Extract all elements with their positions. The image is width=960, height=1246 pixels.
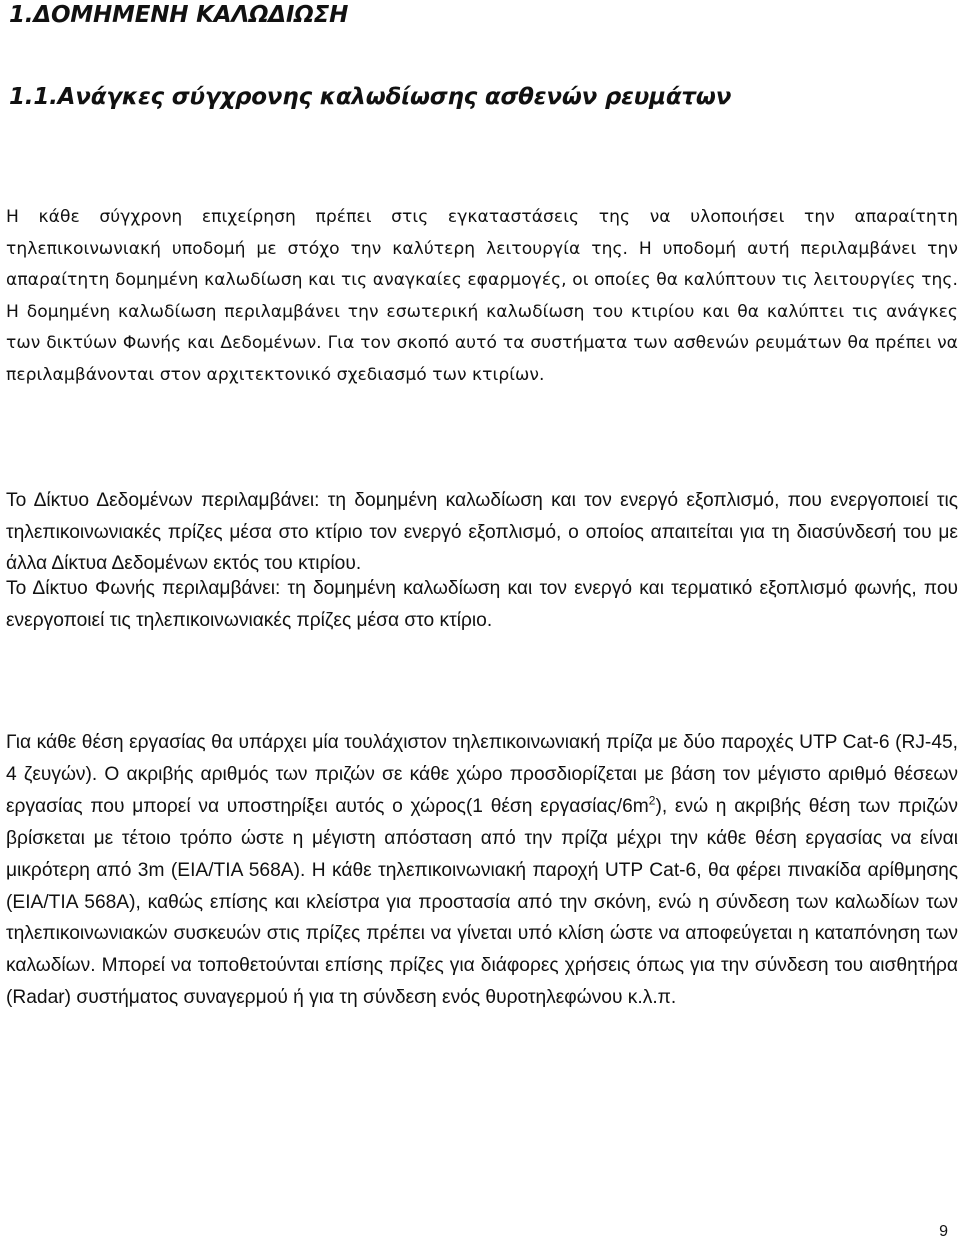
paragraph-workstation-outlets — [6, 727, 958, 1014]
page-number: 9 — [939, 1223, 948, 1240]
superscript-exponent: 2 — [648, 793, 656, 808]
paragraph-text-part-1: Για κάθε θέση εργασίας θα υπάρχει μία τουλάχιστον τηλεπικοινωνιακή πρίζα με δύο παροχές UTP Cat-6 (RJ-45, 4 ζευγών). Ο ακριβής αριθμός των πριζών σε κάθε χώρο προσδιορίζεται με βάση τον μέγιστο αριθμό θέσεων εργασίας που μπορεί να υποστηρίξει αυτός ο χώρος(1 θέση εργασίας/6m — [6, 732, 958, 817]
subsection-heading: 1.1.Ανάγκες σύγχρονης καλωδίωσης ασθενών ρευμάτων — [9, 84, 732, 110]
paragraph-voice-network: Το Δίκτυο Φωνής περιλαμβάνει: τη δομημένη καλωδίωση και τον ενεργό και τερματικό εξοπλισμό φωνής, που ενεργοποιεί τις τηλεπικοινωνιακές πρίζες μέσα στο κτίριο. — [6, 578, 958, 631]
section-heading: 1.ΔΟΜΗΜΕΝΗ ΚΑΛΩΔΙΩΣΗ — [9, 2, 349, 28]
paragraph-text-part-2: ), ενώ η ακριβής θέση των πριζών βρίσκεται με τέτοιο τρόπο ώστε η μέγιστη απόσταση από την πρίζα μέχρι την κάθε θέση εργασίας να είναι μικρότερη από 3m (EIA/TIA 568A). Η κάθε τηλεπικοινωνιακή παροχή UTP Cat-6, θα φέρει πινακίδα αρίθμησης (EIA/TIA 568A), καθώς επίσης και κλείστρα για προστασία από την σκόνη, ενώ η σύνδεση των καλωδίων των τηλεπικοινωνιακών συσκευών στις πρίζες πρέπει να γίνεται υπό κλίση ώστε να αποφεύγεται η καταπόνηση των καλωδίων. Μπορεί να τοποθετούνται επίσης πρίζες για διάφορες χρήσεις όπως για την σύνδεση του αισθητήρα (Radar) συστήματος συναγερμού ή για τη σύνδεση ενός θυροτηλεφώνου κ.λ.π. — [6, 795, 958, 1009]
paragraph-intro: Η κάθε σύγχρονη επιχείρηση πρέπει στις εγκαταστάσεις της να υλοποιήσει την απαραίτητη τηλεπικοινωνιακή υποδομή με στόχο την καλύτερη λειτουργία της. Η υποδομή αυτή περιλαμβάνει την απαραίτητη δομημένη καλωδίωση και τις αναγκαίες εφαρμογές, οι οποίες θα καλύπτουν τις λειτουργίες της. Η δομημένη καλωδίωση περιλαμβάνει την εσωτερική καλωδίωση του κτιρίου και θα καλύπτει τις ανάγκες των δικτύων Φωνής και Δεδομένων. Για τον σκοπό αυτό τα συστήματα των ασθενών ρευμάτων θα πρέπει να περιλαμβάνονται στον αρχιτεκτονικό σχεδιασμό των κτιρίων. — [6, 207, 958, 385]
paragraph-data-network: Το Δίκτυο Δεδομένων περιλαμβάνει: τη δομημένη καλωδίωση και τον ενεργό εξοπλισμό, που ενεργοποιεί τις τηλεπικοινωνιακές πρίζες μέσα στο κτίριο τον ενεργό εξοπλισμό, ο οποίος απαιτείται για τη διασύνδεσή του με άλλα Δίκτυα Δεδομένων εκτός του κτιρίου. — [6, 490, 958, 575]
